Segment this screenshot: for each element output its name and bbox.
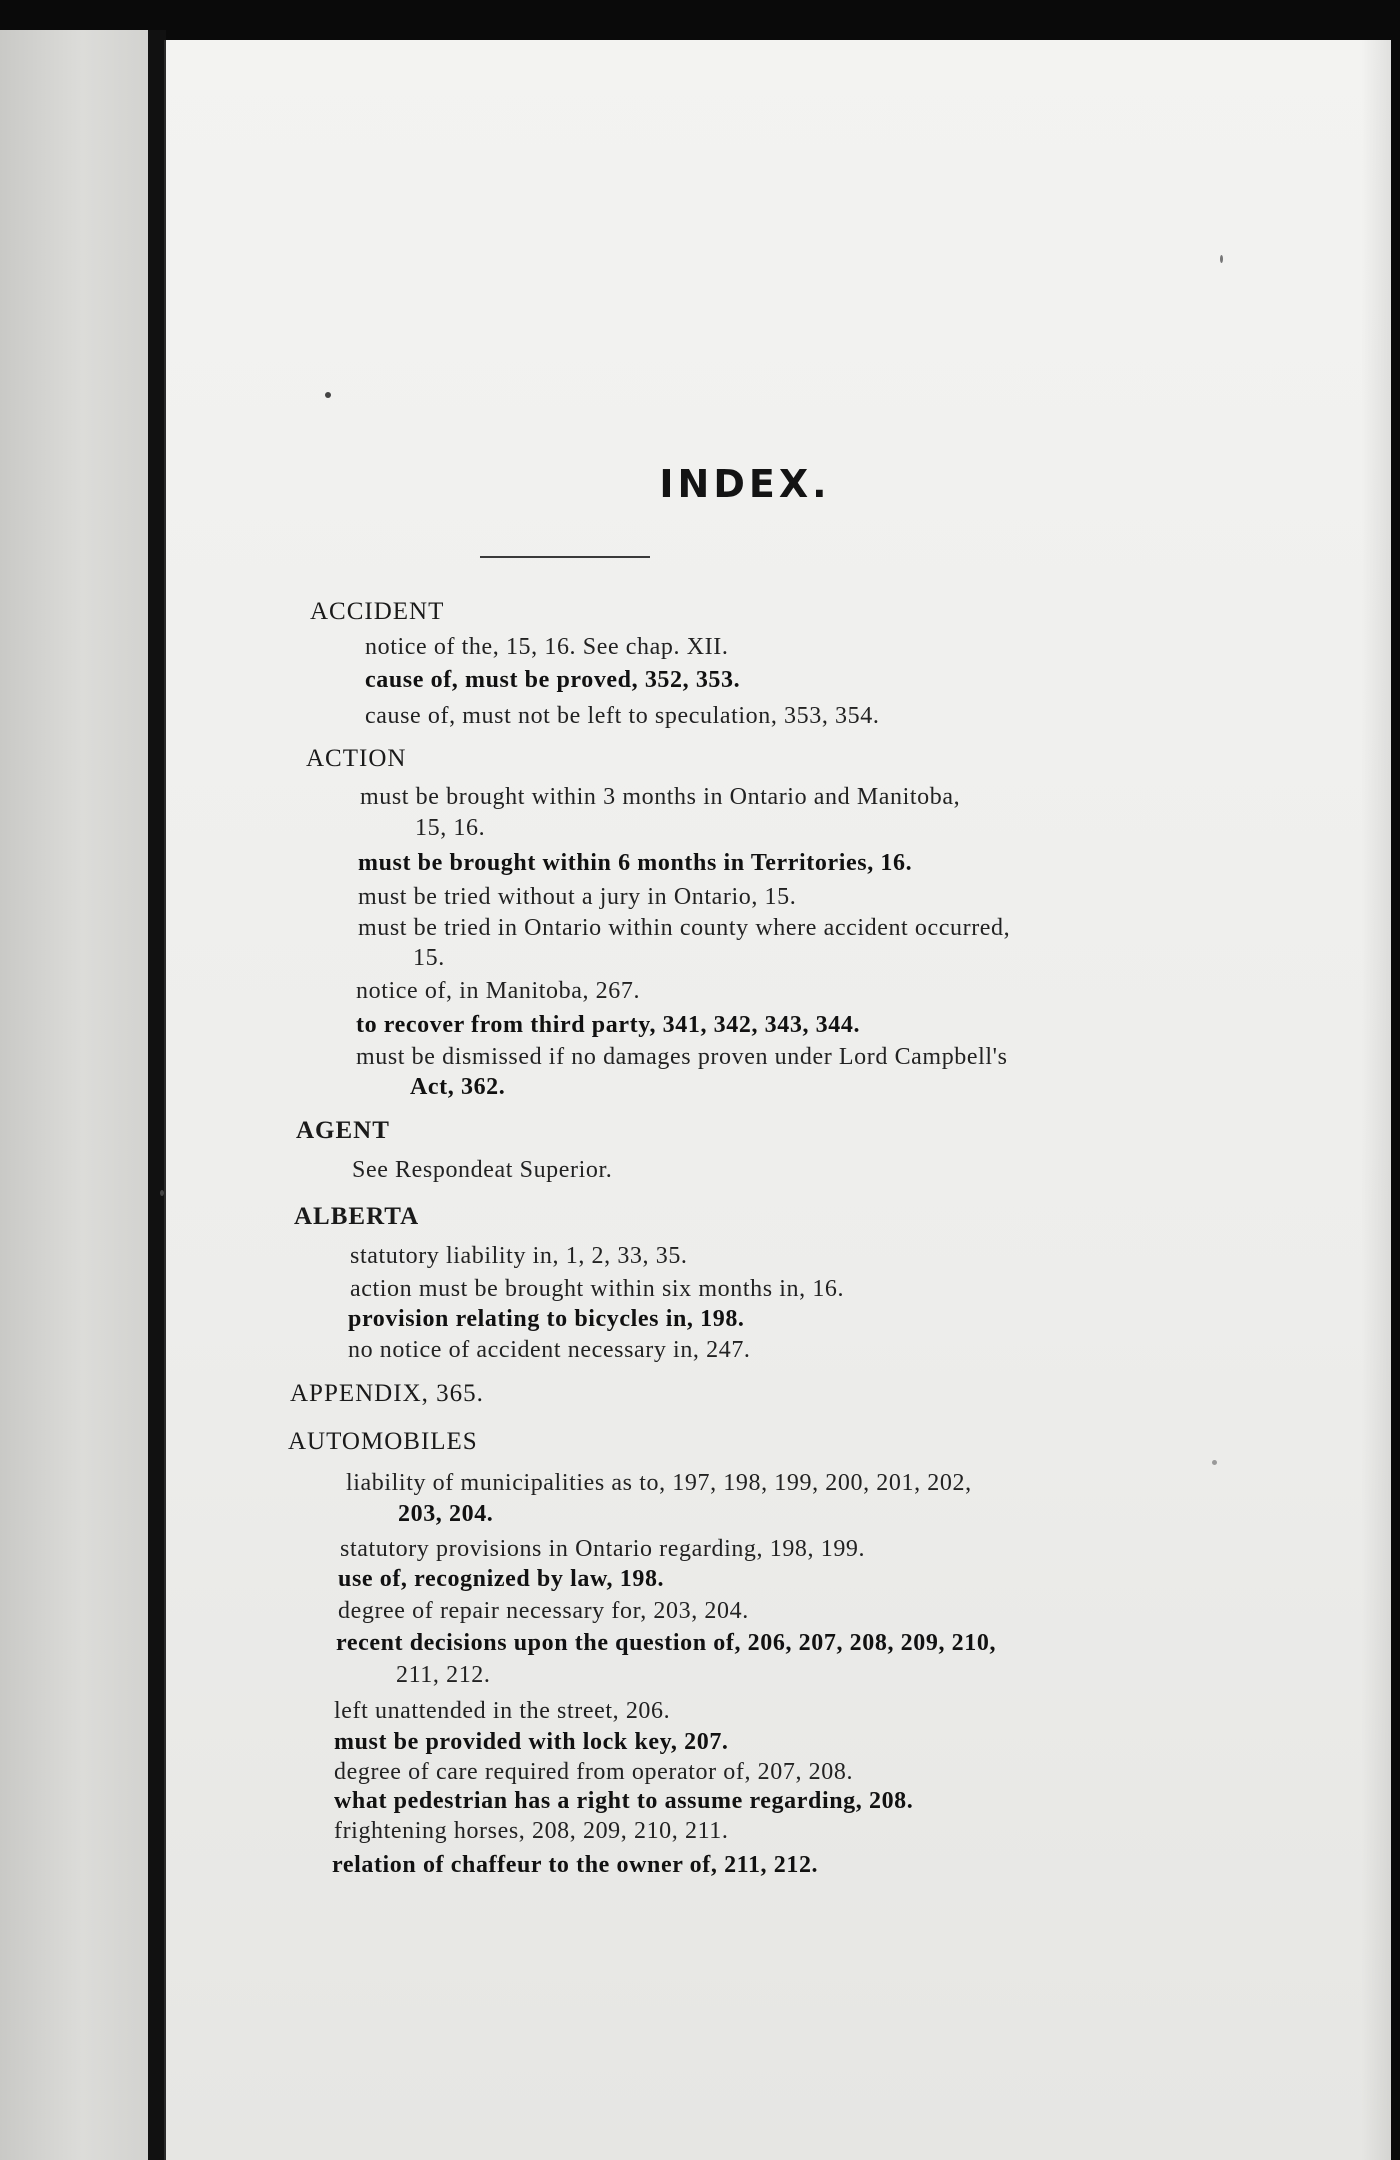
index-subentry-continued: 15. — [413, 945, 445, 971]
scan-speck — [325, 392, 331, 398]
index-subentry: liability of municipalities as to, 197, 198, 199, 200, 201, 202, — [346, 1470, 972, 1496]
index-heading-action: ACTION — [306, 745, 407, 772]
index-subentry: no notice of accident necessary in, 247. — [348, 1337, 751, 1363]
scan-speck — [160, 1190, 164, 1196]
index-subentry: action must be brought within six months in, 16. — [350, 1276, 845, 1302]
index-subentry: provision relating to bicycles in, 198. — [348, 1306, 745, 1332]
index-heading-accident: ACCIDENT — [310, 598, 445, 625]
index-subentry: See Respondeat Superior. — [352, 1157, 613, 1183]
index-subentry: must be dismissed if no damages proven under Lord Campbell's — [356, 1044, 1008, 1070]
index-subentry-continued: 203, 204. — [398, 1501, 494, 1527]
index-subentry: frightening horses, 208, 209, 210, 211. — [334, 1818, 729, 1844]
index-subentry: to recover from third party, 341, 342, 343, 344. — [356, 1012, 861, 1038]
index-subentry: statutory provisions in Ontario regarding, 198, 199. — [340, 1536, 866, 1562]
index-subentry: cause of, must be proved, 352, 353. — [365, 667, 741, 693]
index-subentry: relation of chaffeur to the owner of, 211, 212. — [332, 1852, 819, 1878]
index-subentry: degree of care required from operator of, 207, 208. — [334, 1759, 854, 1785]
index-subentry: recent decisions upon the question of, 206, 207, 208, 209, 210, — [336, 1630, 997, 1656]
index-subentry: what pedestrian has a right to assume regarding, 208. — [334, 1788, 914, 1814]
index-heading-appendix: APPENDIX, 365. — [290, 1380, 484, 1407]
index-subentry: degree of repair necessary for, 203, 204. — [338, 1598, 749, 1624]
index-subentry: must be tried in Ontario within county where accident occurred, — [358, 915, 1011, 941]
index-subentry-continued: 15, 16. — [415, 815, 486, 841]
index-heading-automobiles: AUTOMOBILES — [288, 1428, 478, 1455]
index-subentry-continued: 211, 212. — [396, 1662, 491, 1688]
index-subentry: notice of, in Manitoba, 267. — [356, 978, 641, 1004]
scan-speck — [1220, 255, 1223, 263]
index-subentry-continued: Act, 362. — [410, 1074, 506, 1100]
scan-speck — [1212, 1460, 1217, 1465]
index-subentry: must be tried without a jury in Ontario, 15. — [358, 884, 797, 910]
index-subentry: left unattended in the street, 206. — [334, 1698, 671, 1724]
index-subentry: must be brought within 6 months in Territories, 16. — [358, 850, 913, 876]
index-heading-alberta: ALBERTA — [294, 1203, 420, 1230]
index-subentry: must be provided with lock key, 207. — [334, 1729, 729, 1755]
index-heading-agent: AGENT — [296, 1117, 390, 1144]
index-subentry: statutory liability in, 1, 2, 33, 35. — [350, 1243, 688, 1269]
page-title: INDEX. — [659, 462, 831, 506]
index-subentry: must be brought within 3 months in Ontario and Manitoba, — [360, 784, 961, 810]
index-subentry: cause of, must not be left to speculation, 353, 354. — [365, 703, 880, 729]
index-subentry: use of, recognized by law, 198. — [338, 1566, 665, 1592]
index-subentry: notice of the, 15, 16. See chap. XII. — [365, 634, 729, 660]
